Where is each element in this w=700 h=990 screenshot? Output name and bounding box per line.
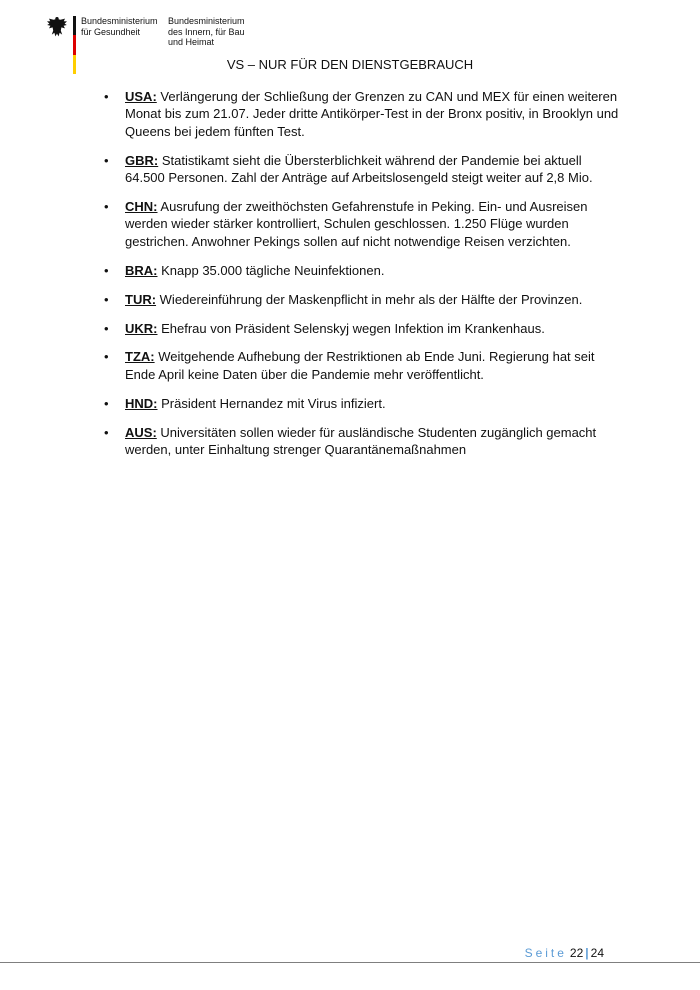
country-code: AUS: xyxy=(125,424,157,440)
footer-divider xyxy=(0,962,700,963)
list-item xyxy=(104,88,624,140)
classification-label: VS – NUR FÜR DEN DIENSTGEBRAUCH xyxy=(226,57,474,72)
country-code: TUR: xyxy=(125,291,157,307)
country-code: USA: xyxy=(125,89,157,104)
bullet-icon: • xyxy=(104,291,109,307)
item-text: Ausrufung der zweithöchsten Gefahrenstufe in Peking. Ein- und Ausreisen werden wieder stärker kontrolliert, Schulen geschlossen. 1.250 Flüge wurden gestrichen. Anwohner Pekings sollen auf nicht notwendige Reisen verzichten. xyxy=(125,199,588,249)
bullet-icon: • xyxy=(104,262,109,278)
ministry-interior-name: Bundesministerium des Innern, für Bau und Heimat xyxy=(168,16,245,47)
bullet-icon: • xyxy=(104,199,109,215)
country-code: HND: xyxy=(125,395,158,411)
list-item xyxy=(104,320,624,337)
bullet-icon: • xyxy=(104,89,109,104)
flag-stripe-black xyxy=(73,16,76,35)
item-text: Weitgehende Aufhebung der Restriktionen ab Ende Juni. Regierung hat seit Ende April keine Daten über die Pandemie mehr veröffentlicht. xyxy=(125,349,595,382)
country-code: GBR: xyxy=(125,152,159,168)
list-item xyxy=(104,395,624,412)
ministry-health-name: Bundesministerium für Gesundheit xyxy=(81,16,158,37)
item-text: Präsident Hernandez mit Virus infiziert. xyxy=(157,395,386,411)
list-item xyxy=(104,152,624,187)
page-number xyxy=(525,946,604,960)
total-pages: 24 xyxy=(590,946,604,960)
item-text: Universitäten sollen wieder für ausländische Studenten zugänglich gemacht werden, unter Einhaltung strenger Quarantänemaßnahmen xyxy=(125,424,597,458)
item-text: Verlängerung der Schließung der Grenzen zu CAN und MEX für einen weiteren Monat bis zum 21.07. Jeder dritte Antikörper-Test in der Bronx positiv, in Brooklyn und Queens bei jedem fünften Test. xyxy=(125,89,619,139)
country-code: BRA: xyxy=(125,262,158,278)
flag-stripe-red xyxy=(73,35,76,55)
list-item xyxy=(104,198,624,250)
list-item xyxy=(104,424,624,459)
list-item xyxy=(104,348,624,383)
bullet-icon: • xyxy=(104,152,109,168)
current-page: 22 xyxy=(569,946,584,960)
item-text: Ehefrau von Präsident Selenskyj wegen Infektion im Krankenhaus. xyxy=(157,320,545,336)
page-separator: | xyxy=(585,946,589,960)
item-text: Statistikamt sieht die Übersterblichkeit während der Pandemie bei aktuell 64.500 Personen. Zahl der Anträge auf Arbeitslosengeld steigt weiter auf 2,8 Mio. xyxy=(125,152,593,186)
bullet-icon: • xyxy=(104,424,109,440)
page-word: Seite xyxy=(524,946,567,960)
bullet-icon: • xyxy=(104,320,109,336)
bullet-icon: • xyxy=(104,395,109,411)
list-item xyxy=(104,291,624,308)
bullet-icon: • xyxy=(104,349,109,365)
federal-eagle-icon xyxy=(46,16,68,38)
country-code: UKR: xyxy=(125,320,158,336)
list-item xyxy=(104,262,624,279)
country-code: CHN: xyxy=(125,199,158,215)
country-update-list xyxy=(104,88,624,470)
country-code: TZA: xyxy=(125,349,155,365)
item-text: Wiedereinführung der Maskenpflicht in mehr als der Hälfte der Provinzen. xyxy=(156,291,583,307)
item-text: Knapp 35.000 tägliche Neuinfektionen. xyxy=(157,262,385,278)
